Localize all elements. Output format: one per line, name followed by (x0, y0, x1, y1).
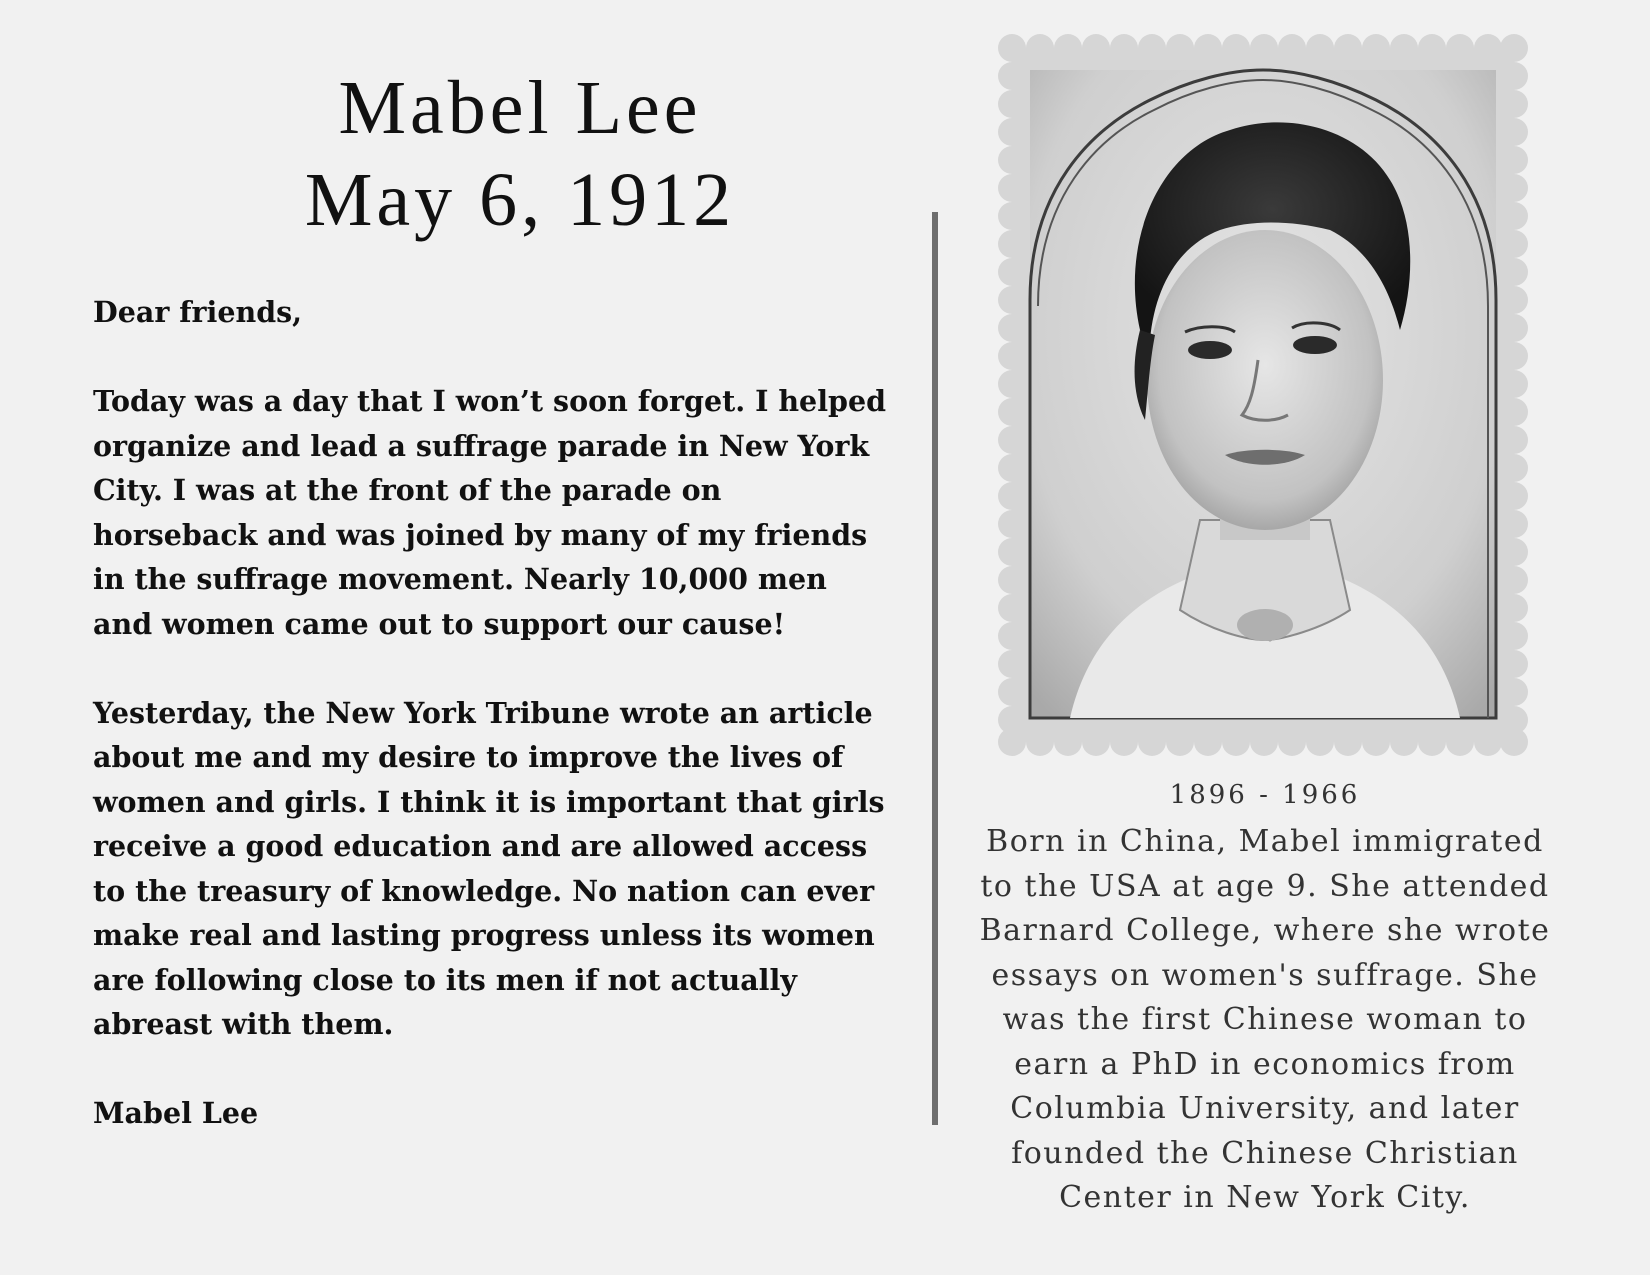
bio-line: earn a PhD in economics from (1014, 1046, 1516, 1082)
lifespan-years: 1896 - 1966 (1169, 780, 1361, 810)
bio-line: Center in New York City. (1059, 1180, 1471, 1215)
page-title (120, 62, 920, 246)
letter-greeting: Dear friends, (93, 295, 303, 329)
biography-text (970, 820, 1560, 1221)
portrait-photo-frame (998, 34, 1528, 756)
bio-line: Born in China, Mabel immigrated (986, 824, 1544, 859)
letter-paragraph-1: Today was a day that I won’t soon forget. I helped organize and lead a suffrage parade in New York City. I was at the front of the parade on horseback and was joined by many of my friends in the suffrage movement. Nearly 10,000 men and women came out to support our cause! (93, 384, 887, 641)
letter-paragraph-2: Yesterday, the New York Tribune wrote an article about me and my desire to improve the lives of women and girls. I think it is important that girls receive a good education and are allowed access to the treasury of knowledge. No nation can ever make real and lasting progress unless its women are following close to its men if not actually abreast with them. (93, 695, 885, 1041)
bio-line: Barnard College, where she wrote (979, 913, 1551, 948)
bio-line: essays on women's suffrage. She (991, 957, 1539, 993)
portrait-photo-icon (998, 34, 1528, 756)
bio-line: was the first Chinese woman to (1002, 1002, 1528, 1037)
bio-line: founded the Chinese Christian (1011, 1135, 1519, 1171)
title-date: May 6, 1912 (304, 158, 736, 242)
bio-line: to the USA at age 9. She attended (980, 868, 1550, 904)
letter-body (93, 290, 893, 1136)
title-name: Mabel Lee (338, 66, 702, 150)
letter-signature: Mabel Lee (93, 1096, 259, 1130)
vertical-divider (932, 212, 938, 1125)
bio-line: Columbia University, and later (1010, 1091, 1520, 1126)
